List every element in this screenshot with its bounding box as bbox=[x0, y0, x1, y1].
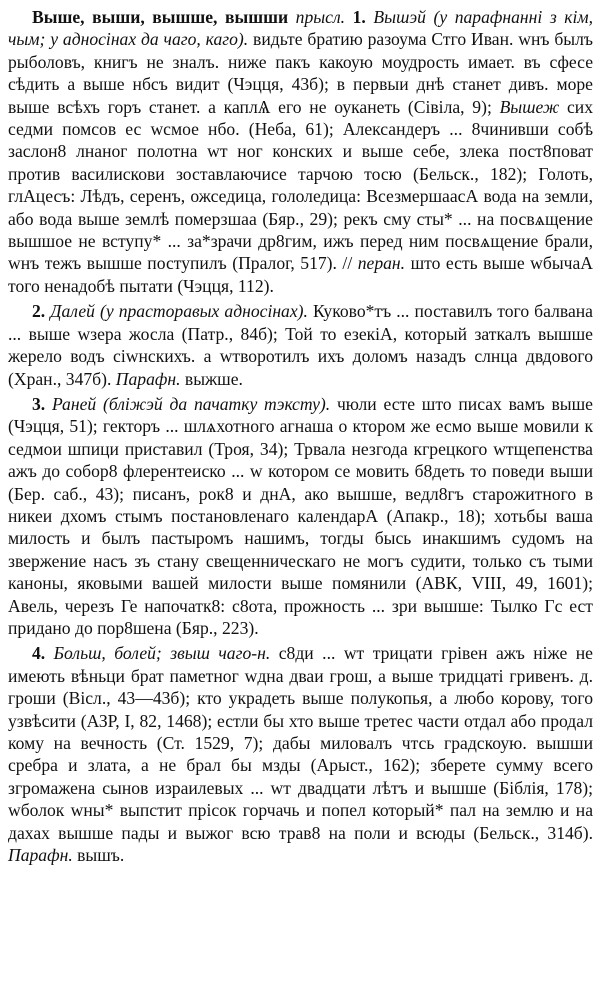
sense-number: 2. bbox=[32, 301, 46, 322]
sense-number: 3. bbox=[32, 393, 46, 414]
italic-gloss: Парафн. bbox=[115, 368, 181, 389]
headword: Выше, выши, вышше, вышши bbox=[32, 7, 296, 27]
entry-text: видьте братию разоума Стго Иван. wнъ былъ рыболовъ, книгъ не зналъ. ниже пакъ какоую моудрость имает. въ сфесе сѣдить а выше нбсъ видит (Чэцця, 43б); в первыи днѣ станет дивъ. море выше всѣхъ горъ станет. а каплѦ его не оуканеть (Сівіла, 9); bbox=[8, 29, 594, 117]
italic-gloss: прысл. bbox=[295, 7, 346, 27]
entry-text: вышъ. bbox=[72, 845, 125, 866]
entry-text: чюли есте што писах вамъ выше (Чэцця, 51); гекторъ ... шлѧхотного агнаша о ктором же есмо выше мовили к седмои шпици приставил (Троя, 34); Трвала незгода кгрецкого wтщепенства ажъ до собор8 флерентеиско ... w котором се мовить б8деть то поведи выши (Бер. саб., 43); писанъ, рок8 и днА, ако вышше, ведл8гъ старожитного в никеи дхомъ стымъ постановленаго календарА (Апакр., 18); хотьбы ваша милость и былъ пастыромъ нашимъ, тогды бысь инакшимъ судомъ на звержение насъ зъ стану свещенническаго не могъ судити, только съ тыми каноны, яковыми вашей милости выше помянили (АВК, VIII, 49, 1601); Авель, черезъ Ге напочатк8: с8ота, прожность ... зри вышше: Тылко Гс ест придано до пор8шена (Бяр., 223). bbox=[8, 393, 593, 638]
entry-sense-3 bbox=[8, 393, 593, 639]
entry-text: сих седми помсов ес wсмое нбо. (Неба, 61); Александеръ ... 8чинивши собѣ заслон8 лнаног полотна wт ног конских и выше себе, злека пост8поват против василискови зоставлаючисе тарчою тосю (Бельск., 182); Голоть, глАцесъ: Лѣдъ, серенъ, ожседица, гололедица: ВсезмершаасА вода на земли, або вода выше землѣ померзшаа (Бяр., 29); рекъ сму сты* ... на посвѧщение вышшое не вступу* ... за*зрачи др8гим, ижъ перед ним посвѧщение брали, wнъ тежъ вышше поступилъ (Пралог, 517). // bbox=[8, 96, 593, 274]
entry-text: с8ди ... wт трицати грівен ажъ ніже не имеють вѣньци брат паметног wдна дваи грош, а выше тридцаті гривенъ. д. гроши (Вісл., 43—43б); кто украдеть выше полукопья, а любо корову, того узвѣсити (АЗР, I, 82, 1468); естли бы хто выше третес части отдал або продал кому на вечность (Ст. 1529, 7); дабы миловалъ чтсь градскоую. вышши сребра и злата, а не брал бы мзды (Арыст., 162); зберете сумму всего згромажена сынов израилевых ... wт двадцати лѣтъ и вышше (Біблія, 178); wболок wны* выпстит прісок горчачь и попел который* пал на землю и на дахах вышше пады и выжог всю трав8 на поли и всюды (Бельск., 314б). bbox=[8, 643, 593, 843]
sense-number: 1. bbox=[352, 7, 366, 27]
entry-text: Куково*тъ ... поставилъ того балвана ... выше wзера жосла (Патр., 84б); Той то езекіА, который заткалъ вышше жерело водъ сіwнскихъ. а wтворотилъ ихъ доломъ назадъ слнца двдового (Хран., 347б). bbox=[8, 301, 593, 389]
italic-gloss: Раней (бліжэй да пачатку тэксту). bbox=[51, 393, 331, 414]
entry-sense-2 bbox=[8, 300, 593, 390]
sense-number: 4. bbox=[32, 643, 46, 664]
italic-gloss: Далей (у прасторавых адносінах). bbox=[50, 301, 308, 322]
entry-text bbox=[45, 643, 53, 663]
italic-gloss: Больш, болей; звыш чаго-н. bbox=[53, 643, 271, 664]
entry-text bbox=[45, 394, 52, 414]
entry-text bbox=[345, 7, 353, 27]
italic-gloss: Вышэй (у парафнанні з кім, чым; у адносінах да чаго, каго). bbox=[8, 7, 593, 50]
italic-gloss: перан. bbox=[357, 253, 406, 274]
entry-text: што есть выше wбычаА того ненадобѣ пытати (Чэцця, 112). bbox=[8, 253, 594, 296]
entry-sense-4 bbox=[8, 642, 593, 866]
entry-sense-1 bbox=[8, 6, 593, 297]
italic-gloss: Вышеж bbox=[499, 96, 560, 117]
italic-gloss: Парафн. bbox=[8, 845, 73, 866]
entry-text: выжше. bbox=[180, 368, 243, 389]
